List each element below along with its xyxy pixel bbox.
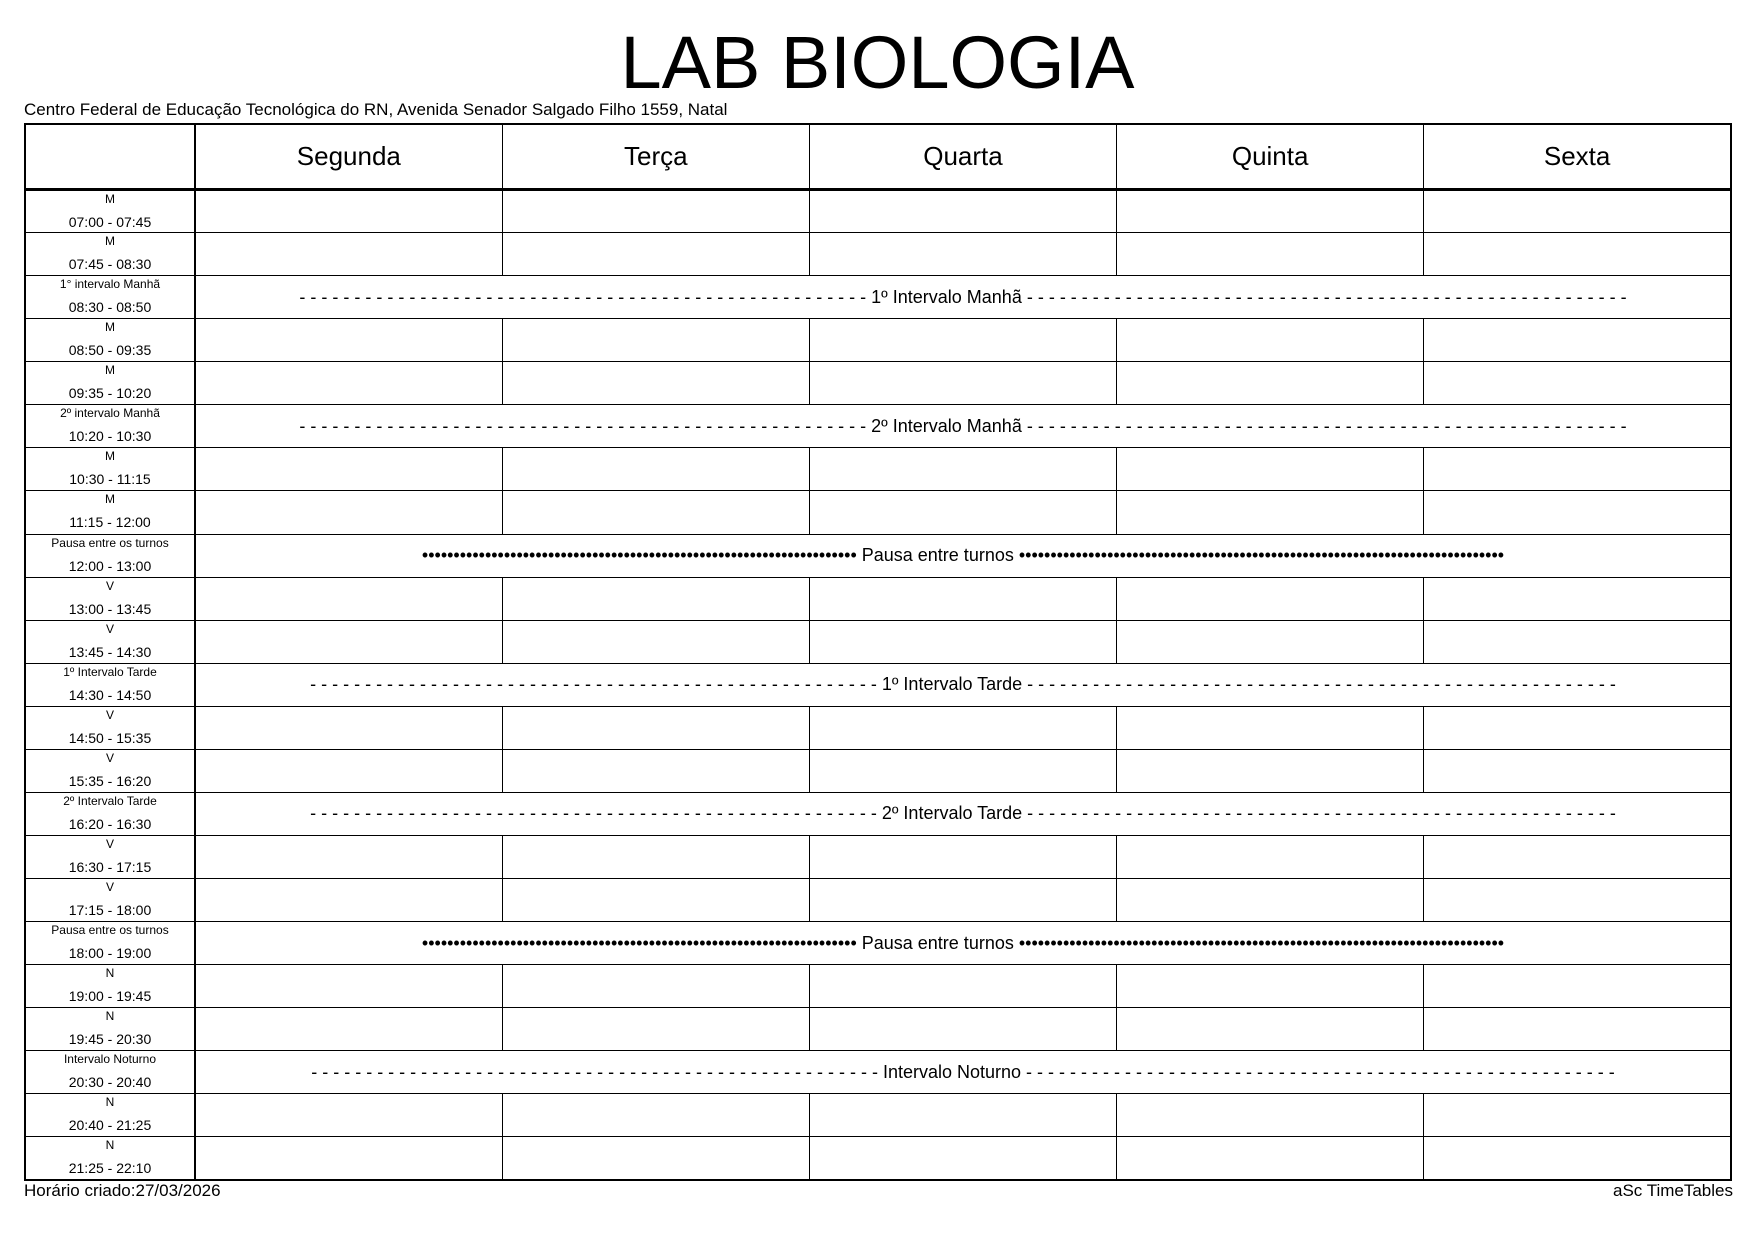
time-slot-cell: [25, 405, 195, 448]
schedule-cell[interactable]: [809, 1137, 1116, 1180]
period-row: [25, 706, 1731, 749]
period-row: [25, 190, 1731, 233]
schedule-cell[interactable]: [1117, 1137, 1424, 1180]
period-time: 19:45 - 20:30: [68, 1031, 152, 1048]
period-row: [25, 835, 1731, 878]
schedule-cell[interactable]: [502, 1137, 809, 1180]
schedule-cell[interactable]: [1424, 1094, 1731, 1137]
period-row: [25, 319, 1731, 362]
schedule-cell[interactable]: [502, 879, 809, 922]
schedule-cell[interactable]: [1424, 362, 1731, 405]
time-slot-cell: [25, 362, 195, 405]
time-slot-cell: [25, 190, 195, 233]
schedule-cell[interactable]: [195, 362, 502, 405]
schedule-cell[interactable]: [502, 362, 809, 405]
break-row: [25, 534, 1731, 577]
schedule-cell[interactable]: [1424, 577, 1731, 620]
period-row: [25, 879, 1731, 922]
period-time: 16:30 - 17:15: [68, 858, 152, 875]
break-banner: - - - - - - - - - - - - - - - - - - - - - - - - - - - - - - - - - - - - - - - - - - - - - - - - - - - - 1º Intervalo Manhã - - - - - - - - - - - - - - - - - - - - - - - - - - - - - - - - - - - - - - - - - - - - - - - - - - - - - - -: [195, 276, 1731, 319]
schedule-cell[interactable]: [1117, 620, 1424, 663]
period-time: 14:30 - 14:50: [68, 686, 152, 703]
schedule-cell[interactable]: [809, 577, 1116, 620]
schedule-cell[interactable]: [1424, 190, 1731, 233]
period-time: 10:20 - 10:30: [68, 428, 152, 445]
period-label: N: [105, 1138, 115, 1153]
schedule-cell[interactable]: [809, 620, 1116, 663]
period-label: 1° intervalo Manhã: [59, 277, 161, 292]
period-time: 10:30 - 11:15: [69, 471, 151, 488]
schedule-cell[interactable]: [1424, 1137, 1731, 1180]
created-date: Horário criado:27/03/2026: [24, 1181, 221, 1200]
schedule-cell[interactable]: [809, 965, 1116, 1008]
time-slot-cell: [25, 922, 195, 965]
schedule-cell[interactable]: [502, 1094, 809, 1137]
period-row: [25, 577, 1731, 620]
period-label: N: [105, 966, 115, 981]
day-header-segunda: Segunda: [195, 124, 502, 190]
period-time: 09:35 - 10:20: [68, 385, 152, 402]
period-row: [25, 1137, 1731, 1180]
period-label: V: [105, 578, 114, 593]
schedule-cell[interactable]: [1424, 835, 1731, 878]
time-slot-cell: [25, 706, 195, 749]
period-label: M: [105, 363, 115, 378]
period-time: 15:35 - 16:20: [68, 772, 152, 789]
schedule-cell[interactable]: [502, 190, 809, 233]
period-time: 20:40 - 21:25: [68, 1117, 152, 1134]
period-label: V: [105, 621, 114, 636]
break-banner: ••••••••••••••••••••••••••••••••••••••••••••••••••••••••••••••••••••• Pausa entre turnos •••••••••••••••••••••••••••••••••••••••••••••••••••••••••••••••••••••••••••••: [195, 534, 1731, 577]
time-slot-cell: [25, 965, 195, 1008]
schedule-cell[interactable]: [809, 319, 1116, 362]
period-label: V: [105, 750, 114, 765]
period-label: Pausa entre os turnos: [51, 923, 169, 938]
time-slot-cell: [25, 276, 195, 319]
schedule-cell[interactable]: [1424, 706, 1731, 749]
schedule-cell[interactable]: [195, 749, 502, 792]
schedule-cell[interactable]: [195, 620, 502, 663]
time-slot-cell: [25, 1051, 195, 1094]
break-row: [25, 276, 1731, 319]
period-row: [25, 448, 1731, 491]
period-label: V: [105, 836, 114, 851]
school-address: Centro Federal de Educação Tecnológica do RN, Avenida Senador Salgado Filho 1559, Natal: [24, 100, 728, 119]
schedule-cell[interactable]: [502, 319, 809, 362]
schedule-cell[interactable]: [1424, 620, 1731, 663]
schedule-cell[interactable]: [809, 879, 1116, 922]
schedule-cell[interactable]: [195, 491, 502, 534]
corner-cell: [25, 124, 195, 190]
time-slot-cell: [25, 879, 195, 922]
period-time: 11:15 - 12:00: [69, 514, 151, 531]
period-row: [25, 1094, 1731, 1137]
schedule-cell[interactable]: [195, 448, 502, 491]
schedule-cell[interactable]: [1117, 1094, 1424, 1137]
time-slot-cell: [25, 577, 195, 620]
schedule-cell[interactable]: [1117, 577, 1424, 620]
schedule-cell[interactable]: [502, 233, 809, 276]
schedule-cell[interactable]: [809, 233, 1116, 276]
schedule-cell[interactable]: [502, 965, 809, 1008]
schedule-cell[interactable]: [1117, 233, 1424, 276]
period-row: [25, 965, 1731, 1008]
schedule-cell[interactable]: [502, 448, 809, 491]
period-time: 20:30 - 20:40: [68, 1074, 152, 1091]
period-time: 19:00 - 19:45: [68, 988, 152, 1005]
time-slot-cell: [25, 491, 195, 534]
period-row: [25, 362, 1731, 405]
page-title: LAB BIOLOGIA: [620, 21, 1135, 104]
period-row: [25, 749, 1731, 792]
period-time: 08:30 - 08:50: [68, 299, 152, 316]
break-row: [25, 663, 1731, 706]
schedule-cell[interactable]: [195, 835, 502, 878]
period-label: M: [105, 234, 115, 249]
break-banner: - - - - - - - - - - - - - - - - - - - - - - - - - - - - - - - - - - - - - - - - - - - - - - - - - - - - 1º Intervalo Tarde - - - - - - - - - - - - - - - - - - - - - - - - - - - - - - - - - - - - - - - - - - - - - - - - - - - - - -: [195, 663, 1731, 706]
schedule-cell[interactable]: [502, 620, 809, 663]
period-label: M: [105, 492, 115, 507]
schedule-cell[interactable]: [1117, 448, 1424, 491]
period-label: M: [105, 320, 115, 335]
break-banner: - - - - - - - - - - - - - - - - - - - - - - - - - - - - - - - - - - - - - - - - - - - - - - - - - - - - 2º Intervalo Manhã - - - - - - - - - - - - - - - - - - - - - - - - - - - - - - - - - - - - - - - - - - - - - - - - - - - - - - -: [195, 405, 1731, 448]
schedule-cell[interactable]: [1117, 319, 1424, 362]
schedule-cell[interactable]: [1117, 965, 1424, 1008]
period-label: N: [105, 1009, 115, 1024]
period-row: [25, 233, 1731, 276]
software-credit: aSc TimeTables: [1613, 1181, 1733, 1200]
schedule-cell[interactable]: [1117, 190, 1424, 233]
schedule-cell[interactable]: [1424, 749, 1731, 792]
schedule-cell[interactable]: [1117, 491, 1424, 534]
period-time: 14:50 - 15:35: [68, 729, 152, 746]
schedule-cell[interactable]: [1424, 965, 1731, 1008]
time-slot-cell: [25, 319, 195, 362]
schedule-cell[interactable]: [1424, 319, 1731, 362]
time-slot-cell: [25, 1137, 195, 1180]
time-slot-cell: [25, 233, 195, 276]
period-label: V: [105, 707, 114, 722]
period-time: 07:00 - 07:45: [68, 214, 152, 230]
period-label: Pausa entre os turnos: [51, 535, 169, 550]
period-time: 13:45 - 14:30: [68, 643, 152, 660]
day-header-quinta: Quinta: [1117, 124, 1424, 190]
schedule-cell[interactable]: [195, 190, 502, 233]
time-slot-cell: [25, 1094, 195, 1137]
time-slot-cell: [25, 835, 195, 878]
schedule-cell[interactable]: [502, 491, 809, 534]
period-label: Intervalo Noturno: [63, 1052, 157, 1067]
schedule-cell[interactable]: [502, 577, 809, 620]
schedule-cell[interactable]: [1424, 233, 1731, 276]
time-slot-cell: [25, 663, 195, 706]
period-time: 18:00 - 19:00: [68, 945, 152, 962]
period-time: 08:50 - 09:35: [68, 342, 152, 359]
period-label: 2º Intervalo Tarde: [63, 793, 157, 808]
schedule-cell[interactable]: [502, 835, 809, 878]
day-header-quarta: Quarta: [809, 124, 1116, 190]
period-time: 07:45 - 08:30: [68, 256, 152, 273]
time-slot-cell: [25, 792, 195, 835]
period-label: N: [105, 1095, 115, 1110]
schedule-cell[interactable]: [809, 491, 1116, 534]
time-slot-cell: [25, 1008, 195, 1051]
period-label: 2º intervalo Manhã: [60, 406, 160, 421]
schedule-cell[interactable]: [1424, 491, 1731, 534]
period-label: M: [105, 449, 115, 464]
schedule-cell[interactable]: [195, 319, 502, 362]
schedule-cell[interactable]: [195, 965, 502, 1008]
schedule-cell[interactable]: [809, 749, 1116, 792]
schedule-cell[interactable]: [195, 233, 502, 276]
schedule-cell[interactable]: [809, 448, 1116, 491]
schedule-cell[interactable]: [1117, 749, 1424, 792]
period-time: 21:25 - 22:10: [68, 1160, 152, 1177]
schedule-cell[interactable]: [1424, 1008, 1731, 1051]
schedule-cell[interactable]: [809, 1094, 1116, 1137]
schedule-cell[interactable]: [195, 577, 502, 620]
period-label: V: [105, 880, 114, 894]
schedule-cell[interactable]: [195, 706, 502, 749]
schedule-cell[interactable]: [1117, 1008, 1424, 1051]
time-slot-cell: [25, 749, 195, 792]
timetable: [24, 123, 1732, 1181]
period-time: 13:00 - 13:45: [68, 600, 152, 617]
schedule-cell[interactable]: [809, 362, 1116, 405]
period-label: M: [105, 192, 115, 206]
schedule-cell[interactable]: [502, 749, 809, 792]
schedule-cell[interactable]: [1117, 835, 1424, 878]
break-row: [25, 792, 1731, 835]
day-header-terca: Terça: [502, 124, 809, 190]
break-row: [25, 1051, 1731, 1094]
timetable-body: [25, 190, 1731, 1181]
schedule-cell[interactable]: [1424, 448, 1731, 491]
schedule-cell[interactable]: [1424, 879, 1731, 922]
break-banner: - - - - - - - - - - - - - - - - - - - - - - - - - - - - - - - - - - - - - - - - - - - - - - - - - - - - 2º Intervalo Tarde - - - - - - - - - - - - - - - - - - - - - - - - - - - - - - - - - - - - - - - - - - - - - - - - - - - - - -: [195, 792, 1731, 835]
schedule-cell[interactable]: [195, 1008, 502, 1051]
break-banner: ••••••••••••••••••••••••••••••••••••••••••••••••••••••••••••••••••••• Pausa entre turnos •••••••••••••••••••••••••••••••••••••••••••••••••••••••••••••••••••••••••••••: [195, 922, 1731, 965]
time-slot-cell: [25, 534, 195, 577]
schedule-cell[interactable]: [809, 706, 1116, 749]
break-banner: - - - - - - - - - - - - - - - - - - - - - - - - - - - - - - - - - - - - - - - - - - - - - - - - - - - - Intervalo Noturno - - - - - - - - - - - - - - - - - - - - - - - - - - - - - - - - - - - - - - - - - - - - - - - - - - - - - -: [195, 1051, 1731, 1094]
schedule-cell[interactable]: [1117, 362, 1424, 405]
schedule-cell[interactable]: [195, 1137, 502, 1180]
period-time: 17:15 - 18:00: [68, 902, 152, 918]
schedule-cell[interactable]: [195, 879, 502, 922]
time-slot-cell: [25, 448, 195, 491]
break-row: [25, 405, 1731, 448]
break-row: [25, 922, 1731, 965]
period-row: [25, 1008, 1731, 1051]
schedule-cell[interactable]: [502, 706, 809, 749]
schedule-cell[interactable]: [1117, 706, 1424, 749]
period-time: 16:20 - 16:30: [68, 815, 152, 832]
schedule-cell[interactable]: [195, 1094, 502, 1137]
schedule-cell[interactable]: [809, 835, 1116, 878]
day-header-sexta: Sexta: [1424, 124, 1731, 190]
period-row: [25, 491, 1731, 534]
time-slot-cell: [25, 620, 195, 663]
day-header-row: [25, 124, 1731, 190]
period-row: [25, 620, 1731, 663]
schedule-cell[interactable]: [809, 1008, 1116, 1051]
period-time: 12:00 - 13:00: [68, 557, 152, 574]
schedule-cell[interactable]: [502, 1008, 809, 1051]
period-label: 1º Intervalo Tarde: [63, 664, 157, 679]
schedule-cell[interactable]: [1117, 879, 1424, 922]
schedule-cell[interactable]: [809, 190, 1116, 233]
